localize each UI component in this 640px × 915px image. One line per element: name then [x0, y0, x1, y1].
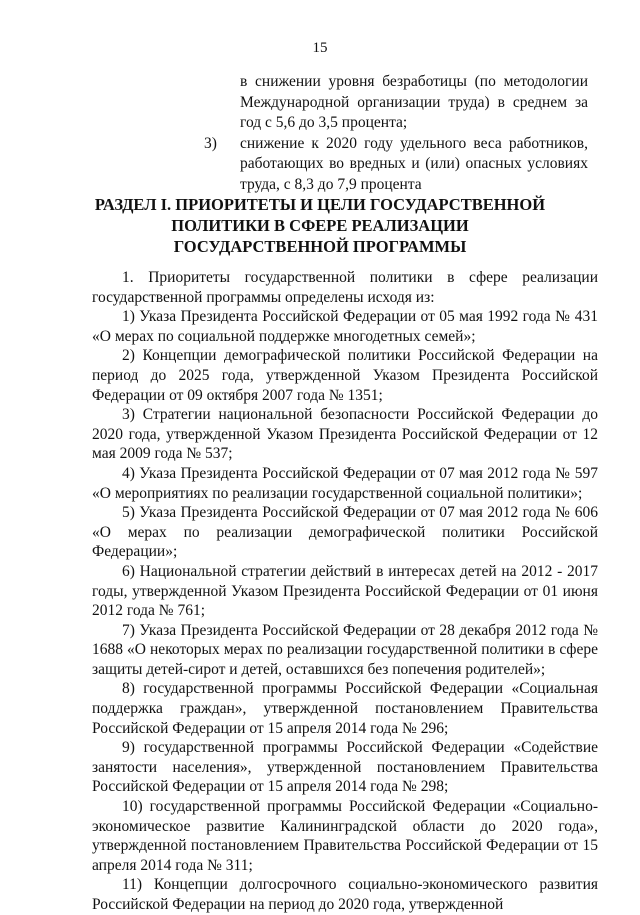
paragraph: 8) государственной программы Российской Федерации «Социальная поддержка граждан», утвержденной постановлением Правительства Российской Федерации от 15 апреля 2014 года № 296;	[92, 680, 598, 737]
page-number: 15	[312, 40, 328, 56]
paragraph: 11) Концепции долгосрочного социально-экономического развития Российской Федерации на период до 2020 года, утвержденной	[92, 876, 598, 913]
paragraph: 4) Указа Президента Российской Федерации от 07 мая 2012 года № 597 «О мероприятиях по реализации государственной социальной политики»;	[92, 464, 598, 502]
paragraph: 2) Концепции демографической политики Российской Федерации на период до 2025 года, утвержденной Указом Президента Российской Федерации от 09 октября 2007 года № 1351;	[92, 347, 598, 404]
section-body	[92, 268, 598, 915]
section-heading: РАЗДЕЛ I. ПРИОРИТЕТЫ И ЦЕЛИ ГОСУДАРСТВЕННОЙ ПОЛИТИКИ В СФЕРЕ РЕАЛИЗАЦИИ ГОСУДАРСТВЕННОЙ ПРОГРАММЫ	[94, 195, 546, 256]
list-item-text: снижение к 2020 году удельного веса работников, работающих во вредных и (или) опасных условиях труда, с 8,3 до 7,9 процента	[240, 134, 588, 193]
paragraph: 5) Указа Президента Российской Федерации от 07 мая 2012 года № 606 «О мерах по реализации демографической политики Российской Федерации»;	[92, 504, 598, 561]
paragraph: 6) Национальной стратегии действий в интересах детей на 2012 - 2017 годы, утвержденной Указом Президента Российской Федерации от 01 июня 2012 года № 761;	[92, 562, 598, 620]
paragraph: 9) государственной программы Российской Федерации «Содействие занятости населения», утвержденной постановлением Правительства Российской Федерации от 15 апреля 2014 года № 298;	[92, 739, 598, 796]
list-item-3	[192, 134, 588, 196]
paragraph: 10) государственной программы Российской Федерации «Социально-экономическое развитие Калининградской области до 2020 года», утвержденной постановлением Правительства Российской Федерации от 15 апреля 2014 года № 311;	[92, 798, 598, 874]
paragraph: 3) Стратегии национальной безопасности Российской Федерации до 2020 года, утвержденной Указом Президента Российской Федерации от 12 мая 2009 года № 537;	[92, 406, 598, 463]
paragraph: 1) Указа Президента Российской Федерации от 05 мая 1992 года № 431 «О мерах по социальной поддержке многодетных семей»;	[92, 308, 598, 345]
paragraph: 1. Приоритеты государственной политики в сфере реализации государственной программы определены исходя из:	[92, 269, 598, 306]
list-item-number: 3)	[204, 134, 217, 152]
list-item-continuation: в снижении уровня безработицы (по методологии Международной организации труда) в среднем за год с 5,6 до 3,5 процента;	[240, 73, 588, 131]
carried-over-list	[192, 72, 588, 195]
paragraph: 7) Указа Президента Российской Федерации от 28 декабря 2012 года № 1688 «О некоторых мерах по реализации государственной политики в сфере защиты детей-сирот и детей, оставшихся без попечения родителей»;	[92, 621, 598, 678]
